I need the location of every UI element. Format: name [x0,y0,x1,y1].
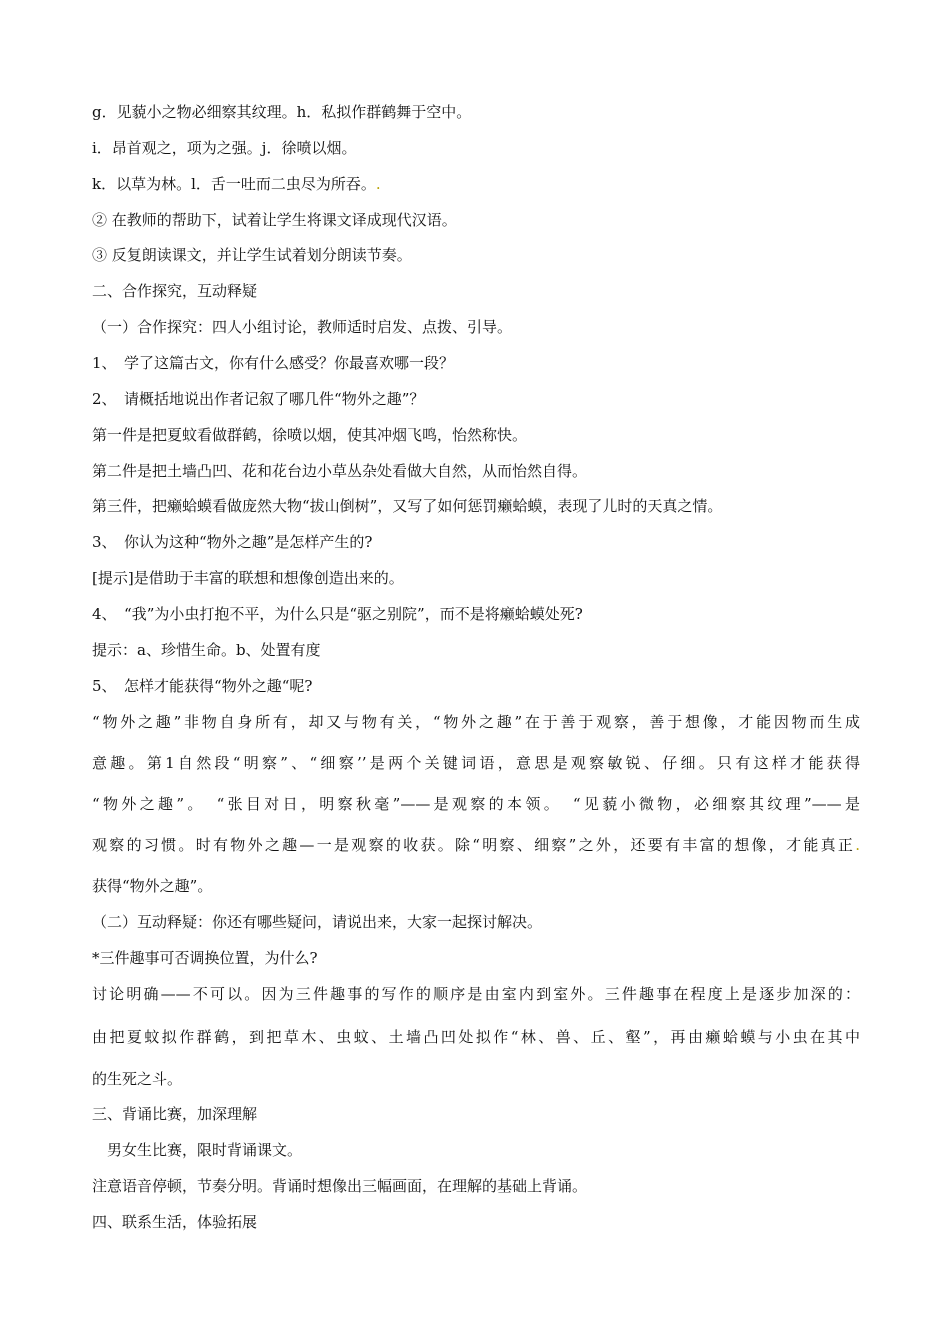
paragraph-line: “物外之趣”非物自身所有，却又与物有关，“物外之趣”在于善于观察，善于想像，才能因物而生成 [92,713,860,731]
section-heading: 三、背诵比赛，加深理解 [92,1105,258,1123]
text-line: 第一件是把夏蚊看做群鹤，徐喷以烟，使其冲烟飞鸣，怡然称快。 [92,426,528,444]
paragraph-line: 的生死之斗。 [92,1070,183,1088]
stray-dot-mark: . [855,836,860,854]
paragraph-line: “物外之趣”。 “张目对日，明察秋毫”——是观察的本领。 “见藐小微物，必细察其纹理”——是 [92,795,860,813]
numbered-question: 4、 “我”为小虫打抱不平，为什么只是“驱之别院”，而不是将癞蛤蟆处死? [92,605,583,623]
text-line: 第三件，把癞蛤蟆看做庞然大物“拔山倒树”，又写了如何惩罚癞蛤蟆，表现了儿时的天真之情。 [92,497,723,515]
text-line: ③ 反复朗读课文，并让学生试着划分朗读节奏。 [92,246,412,264]
paragraph-line: 意趣。第1自然段“明察”、“细察’’是两个关键词语，意思是观察敏锐、仔细。只有这样才能获得 [92,754,860,772]
text-line: g．见藐小之物必细察其纹理。h．私拟作群鹤舞于空中。 [92,103,472,121]
text-line: （二）互动释疑：你还有哪些疑问，请说出来，大家一起探讨解决。 [92,913,543,931]
text-line: *三件趣事可否调换位置，为什么? [92,949,318,967]
numbered-question: 1、 学了这篇古文，你有什么感受？你最喜欢哪一段？ [92,354,455,372]
paragraph-line: 观察的习惯。时有物外之趣—一是观察的收获。除“明察、细察”之外，还要有丰富的想像，才能真正. [92,836,860,854]
numbered-question: 3、 你认为这种“物外之趣”是怎样产生的? [92,533,373,551]
text-line: 男女生比赛，限时背诵课文。 [92,1141,303,1159]
text-line: 提示：a、珍惜生命。b、处置有度 [92,641,321,659]
stray-dot-mark: . [375,175,381,193]
numbered-question: 2、 请概括地说出作者记叙了哪几件“物外之趣”？ [92,390,425,408]
paragraph-line: 讨论明确——不可以。因为三件趣事的写作的顺序是由室内到室外。三件趣事在程度上是逐步加深的： [92,985,860,1003]
text-line: （一）合作探究：四人小组讨论，教师适时启发、点拨、引导。 [92,318,513,336]
text-line: [提示]是借助于丰富的联想和想像创造出来的。 [92,569,404,587]
text-line: i．昂首观之，项为之强。j．徐喷以烟。 [92,139,357,157]
section-heading: 二、合作探究，互动释疑 [92,282,258,300]
numbered-question: 5、 怎样才能获得“物外之趣“呢? [92,677,313,695]
text-line: ② 在教师的帮助下，试着让学生将课文译成现代汉语。 [92,211,457,229]
paragraph-line: 由把夏蚊拟作群鹤，到把草木、虫蚊、土墙凸凹处拟作“林、兽、丘、壑”，再由癞蛤蟆与小虫在其中 [92,1028,860,1046]
text-line: 注意语音停顿，节奏分明。背诵时想像出三幅画面，在理解的基础上背诵。 [92,1177,588,1195]
text-line: 第二件是把土墙凸凹、花和花台边小草丛杂处看做大自然，从而怡然自得。 [92,462,588,480]
paragraph-line: 获得“物外之趣”。 [92,877,213,895]
text-line: k．以草为林。l．舌一吐而二虫尽为所吞。. [92,175,381,193]
section-heading: 四、联系生活，体验拓展 [92,1213,258,1231]
